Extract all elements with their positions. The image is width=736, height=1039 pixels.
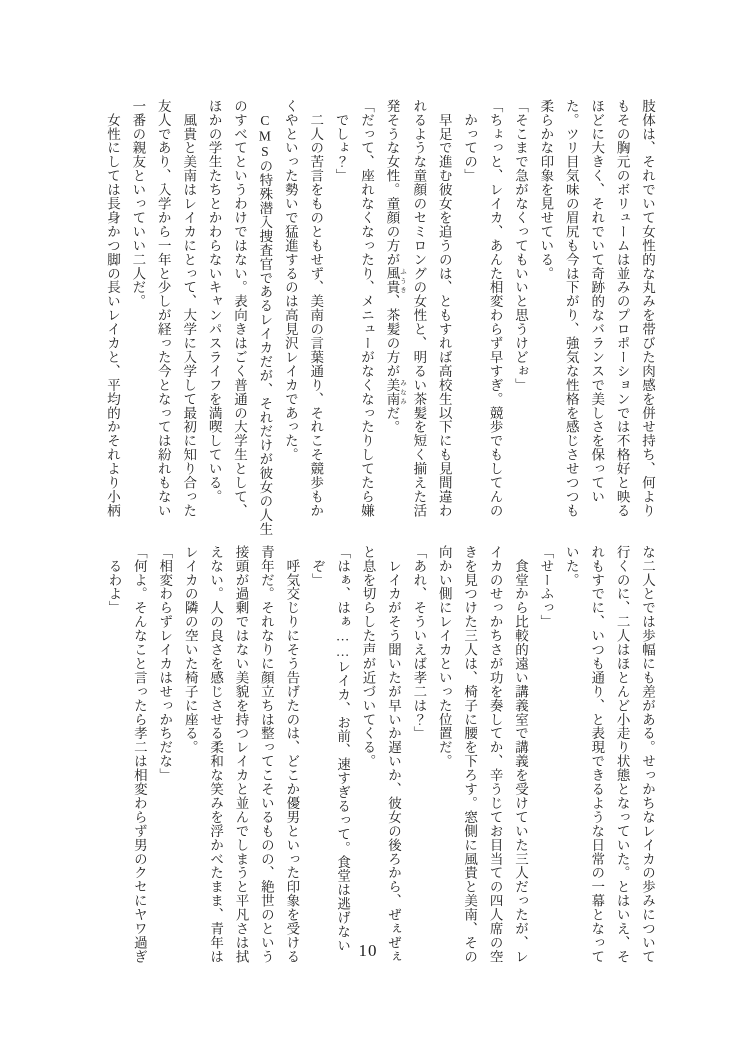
- text-line: 風貴と美南はレイカにとって、大学に入学して最初に知り合った: [181, 99, 197, 518]
- text-line: 呼気交じりにそう告げたのは、どこか優男といった印象を受ける: [284, 545, 300, 964]
- text-line: 柔らかな印象を見せている。: [538, 99, 554, 281]
- text-line: レイカの隣の空いた椅子に座る。: [182, 545, 198, 755]
- text-line: 二人の苦言をものともせず、美南の言葉通り、それこそ競歩もか: [308, 99, 324, 518]
- text-line: れもすでに、いつも通り、と表現できるような日常の一幕となって: [589, 545, 605, 964]
- text-line: 女性にしては長身かつ脚の長いレイカと、平均的かそれより小柄: [104, 99, 120, 518]
- text-line: 「何よ。そんなこと言ったら孝二は相変わらず男のクセにヤワ過ぎ: [131, 545, 147, 964]
- text-line: な二人とでは歩幅にも差がある。せっかちなレイカの歩みについて: [640, 545, 655, 964]
- text-line: 肢体は、それでいて女性的な丸みを帯びた肉感を併せ持ち、何より: [640, 99, 655, 518]
- text-line: くやといった勢いで猛進するのは高見沢レイカであった。: [282, 99, 298, 462]
- text-line: 食堂から比較的遠い講義室で講義を受けていた三人だったが、レ: [512, 545, 528, 964]
- text-line: と息を切らした声が近づいてくる。: [360, 545, 376, 769]
- text-line: でしょ？」: [333, 99, 349, 183]
- text-line: ほかの学生たちとかわらないキャンパスライフを満喫している。: [206, 99, 222, 504]
- text-line: 「そこまで急がなくってもいいと思うけどぉ」: [512, 99, 528, 392]
- text-line: かっての」: [462, 99, 478, 183]
- text-line: 「相変わらずレイカはせっかちだな」: [157, 545, 173, 783]
- text-line: 発そうな女性。童顔の方が風貴 ふうき、茶髪の方が美南 みなみだ。: [384, 99, 406, 434]
- text-line: 青年だ。それなりに顔立ちは整ってこそいるものの、絶世のという: [258, 545, 274, 964]
- text-line: 「だって、座れなくなったり、メニューがなくなったりしてたら嫌: [359, 99, 375, 518]
- text-line: ぞ」: [309, 545, 325, 587]
- text-line: た。ツリ目気味の眉尻も今は下がり、強気な性格を感じさせつつも: [563, 99, 579, 518]
- text-line: 接頭が過剰ではない美貌を持つレイカと並んでしまうと平凡さは拭: [233, 545, 249, 964]
- text-line: いた。: [563, 545, 579, 587]
- text-line: 「あれ、そういえば孝二は？」: [411, 545, 427, 741]
- text-line: レイカがそう聞いたが早いか遅いか、彼女の後ろから、ぜぇぜぇ: [385, 545, 401, 964]
- text-line: れるような童顔のセミロングの女性と、明るい茶髪を短く揃えた活: [411, 99, 427, 518]
- text-line: るわよ」: [106, 545, 122, 615]
- text-line: きを見つけた三人は、椅子に腰を下ろす。窓側に風貴と美南、その: [462, 545, 478, 964]
- text-line: 行くのに、二人はほとんど小走り状態となっていた。とはいえ、そ: [614, 545, 630, 964]
- text-line: 「はぁ、はぁ……レイカ、お前、速すぎるって。食堂は逃げない: [335, 545, 351, 953]
- upper-text-block: [100, 99, 660, 536]
- text-line: 友人であり、入学から一年と少しが経った今となっては紛れもない: [155, 99, 171, 518]
- text-line: CMSの特殊潜入捜査官であるレイカだが、それだけが彼女の人生: [257, 99, 273, 536]
- ruby-annotation: 美南 みなみ: [384, 378, 406, 406]
- text-line: イカのせっかちさが功を奏してか、辛うじてお目当ての四人席の空: [487, 545, 503, 964]
- text-line: 早足で進む彼女を追うのは、ともすれば高校生以下にも見間違わ: [436, 99, 452, 518]
- text-line: のすべてというわけではない。表向きはごく普通の大学生として、: [232, 99, 247, 518]
- text-line: もその胸元のボリュームは並みのプロポーションでは不格好と映る: [614, 99, 630, 518]
- text-line: 向かい側にレイカといった位置だ。: [436, 545, 452, 769]
- text-line: ほどに大きく、それでいて奇跡的なバランスで美しさを保ってい: [589, 99, 605, 504]
- ruby-annotation: 風貴 ふうき: [384, 266, 406, 295]
- text-line: 一番の親友といっていい二人だ。: [130, 99, 146, 309]
- lower-text-block: [101, 545, 660, 969]
- text-line: えない。人の良さを感じさせる柔和な笑みを浮かべたまま、青年は: [208, 545, 224, 964]
- text-line: 「ちょっと、レイカ、あんた相変わらず早すぎ。競歩でもしてんの: [487, 99, 503, 518]
- page-number: 10: [358, 941, 378, 960]
- text-line: 「せーふっ」: [538, 545, 554, 629]
